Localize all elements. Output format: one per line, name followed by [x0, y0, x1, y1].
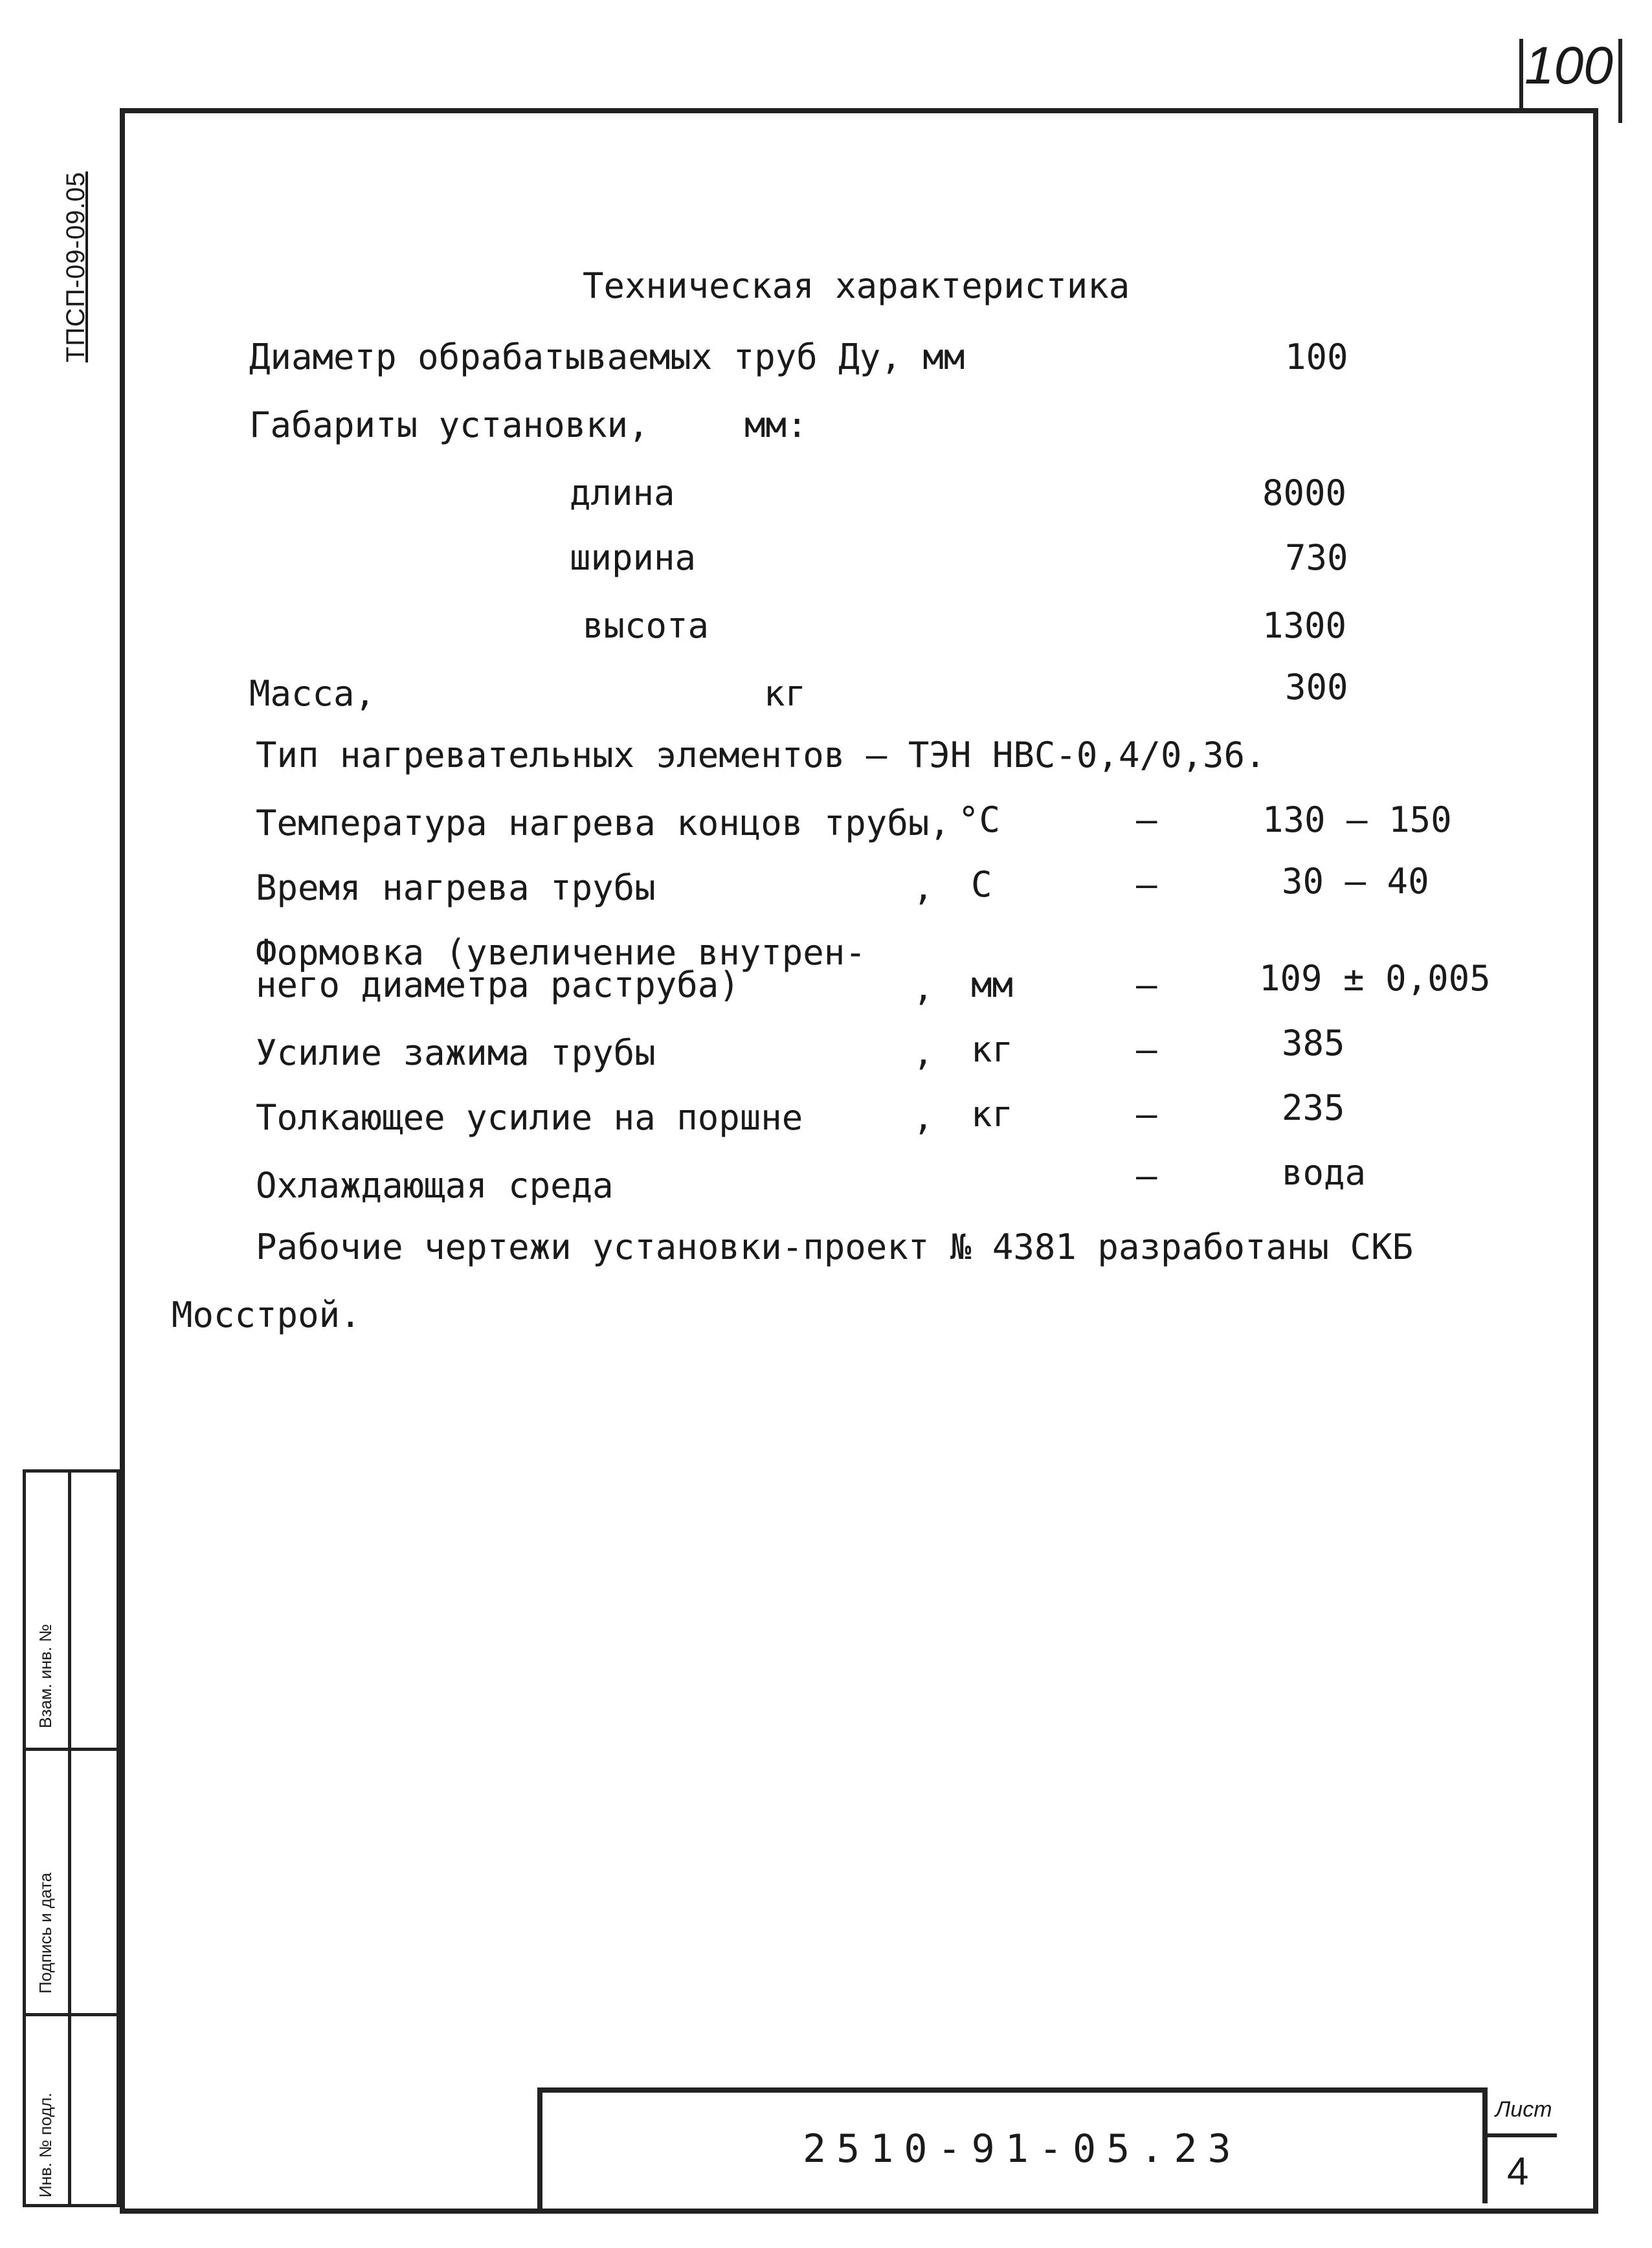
coolant-dash: –: [1136, 1155, 1157, 1196]
mass-unit: кг: [764, 673, 807, 714]
heat-time-comma: ,: [913, 867, 934, 908]
side-stamp-vzam: Взам. инв. №: [36, 1623, 55, 1728]
dimensions-label: Габариты установки,: [249, 405, 649, 445]
length-value: 8000: [1262, 473, 1347, 513]
clamp-force-comma: ,: [913, 1032, 934, 1073]
forming-unit: мм: [971, 964, 1014, 1005]
side-stamp-divider: [68, 1469, 71, 2207]
clamp-force-label: Усилие зажима трубы: [256, 1032, 656, 1073]
temperature-label: Температура нагрева концов трубы,: [256, 803, 950, 843]
title-block-sheet-divider: [1482, 2133, 1557, 2137]
heater-type: Тип нагревательных элементов – ТЭН НВС-0,4/0,36.: [256, 735, 1266, 775]
push-force-label: Толкающее усилие на поршне: [256, 1097, 803, 1138]
heat-time-label: Время нагрева трубы: [256, 867, 656, 908]
temperature-value: 130 – 150: [1262, 799, 1452, 840]
forming-label-line1: Формовка (увеличение внутрен-: [256, 932, 866, 973]
forming-label-line2: него диаметра раструба): [256, 964, 740, 1005]
push-force-dash: –: [1136, 1094, 1157, 1135]
title-block-sheet-number: 4: [1507, 2150, 1529, 2193]
temperature-dash: –: [1136, 799, 1157, 840]
vertical-doc-code: ТПСП-09-09.05: [61, 171, 90, 362]
coolant-label: Охлаждающая среда: [256, 1165, 614, 1206]
forming-comma: ,: [913, 968, 934, 1008]
clamp-force-dash: –: [1136, 1029, 1157, 1070]
push-force-value: 235: [1282, 1087, 1345, 1128]
title-block-code: 2510-91-05.23: [803, 2126, 1242, 2172]
sheet-number: 100: [1524, 36, 1613, 95]
height-value: 1300: [1262, 605, 1347, 646]
clamp-force-value: 385: [1282, 1023, 1345, 1063]
width-value: 730: [1285, 537, 1348, 578]
side-stamp-podpis: Подпись и дата: [36, 1872, 55, 1994]
push-force-unit: кг: [971, 1094, 1014, 1135]
forming-value: 109 ± 0,005: [1259, 958, 1491, 999]
title-block-sheet-label: Лист: [1495, 2097, 1552, 2122]
side-stamp-inv-podl: Инв. № подл.: [36, 2093, 55, 2198]
heat-time-dash: –: [1136, 864, 1157, 905]
forming-dash: –: [1136, 964, 1157, 1005]
sheet-number-right-bar: [1618, 39, 1622, 123]
heat-time-value: 30 – 40: [1282, 861, 1429, 902]
sheet-number-left-bar: [1519, 39, 1523, 113]
temperature-unit: °С: [958, 799, 1001, 840]
dimensions-unit: мм:: [744, 405, 808, 445]
heat-time-unit: С: [971, 864, 992, 905]
page-title: Техническая характеристика: [583, 265, 1130, 306]
side-stamp-line2: [23, 2013, 120, 2016]
footnote-line2: Мосстрой.: [172, 1295, 361, 1335]
width-label: ширина: [570, 537, 697, 578]
coolant-value: вода: [1282, 1152, 1367, 1193]
clamp-force-unit: кг: [971, 1029, 1014, 1070]
push-force-comma: ,: [913, 1097, 934, 1138]
diameter-value: 100: [1285, 337, 1348, 377]
diameter-label: Диаметр обрабатываемых труб Ду, мм: [249, 337, 965, 377]
footnote-line1: Рабочие чертежи установки-проект № 4381 разработаны СКБ: [256, 1227, 1414, 1267]
side-stamp-line1: [23, 1748, 120, 1751]
length-label: длина: [570, 473, 675, 513]
height-label: высота: [583, 605, 709, 646]
mass-value: 300: [1285, 667, 1348, 707]
mass-label: Масса,: [249, 673, 376, 714]
